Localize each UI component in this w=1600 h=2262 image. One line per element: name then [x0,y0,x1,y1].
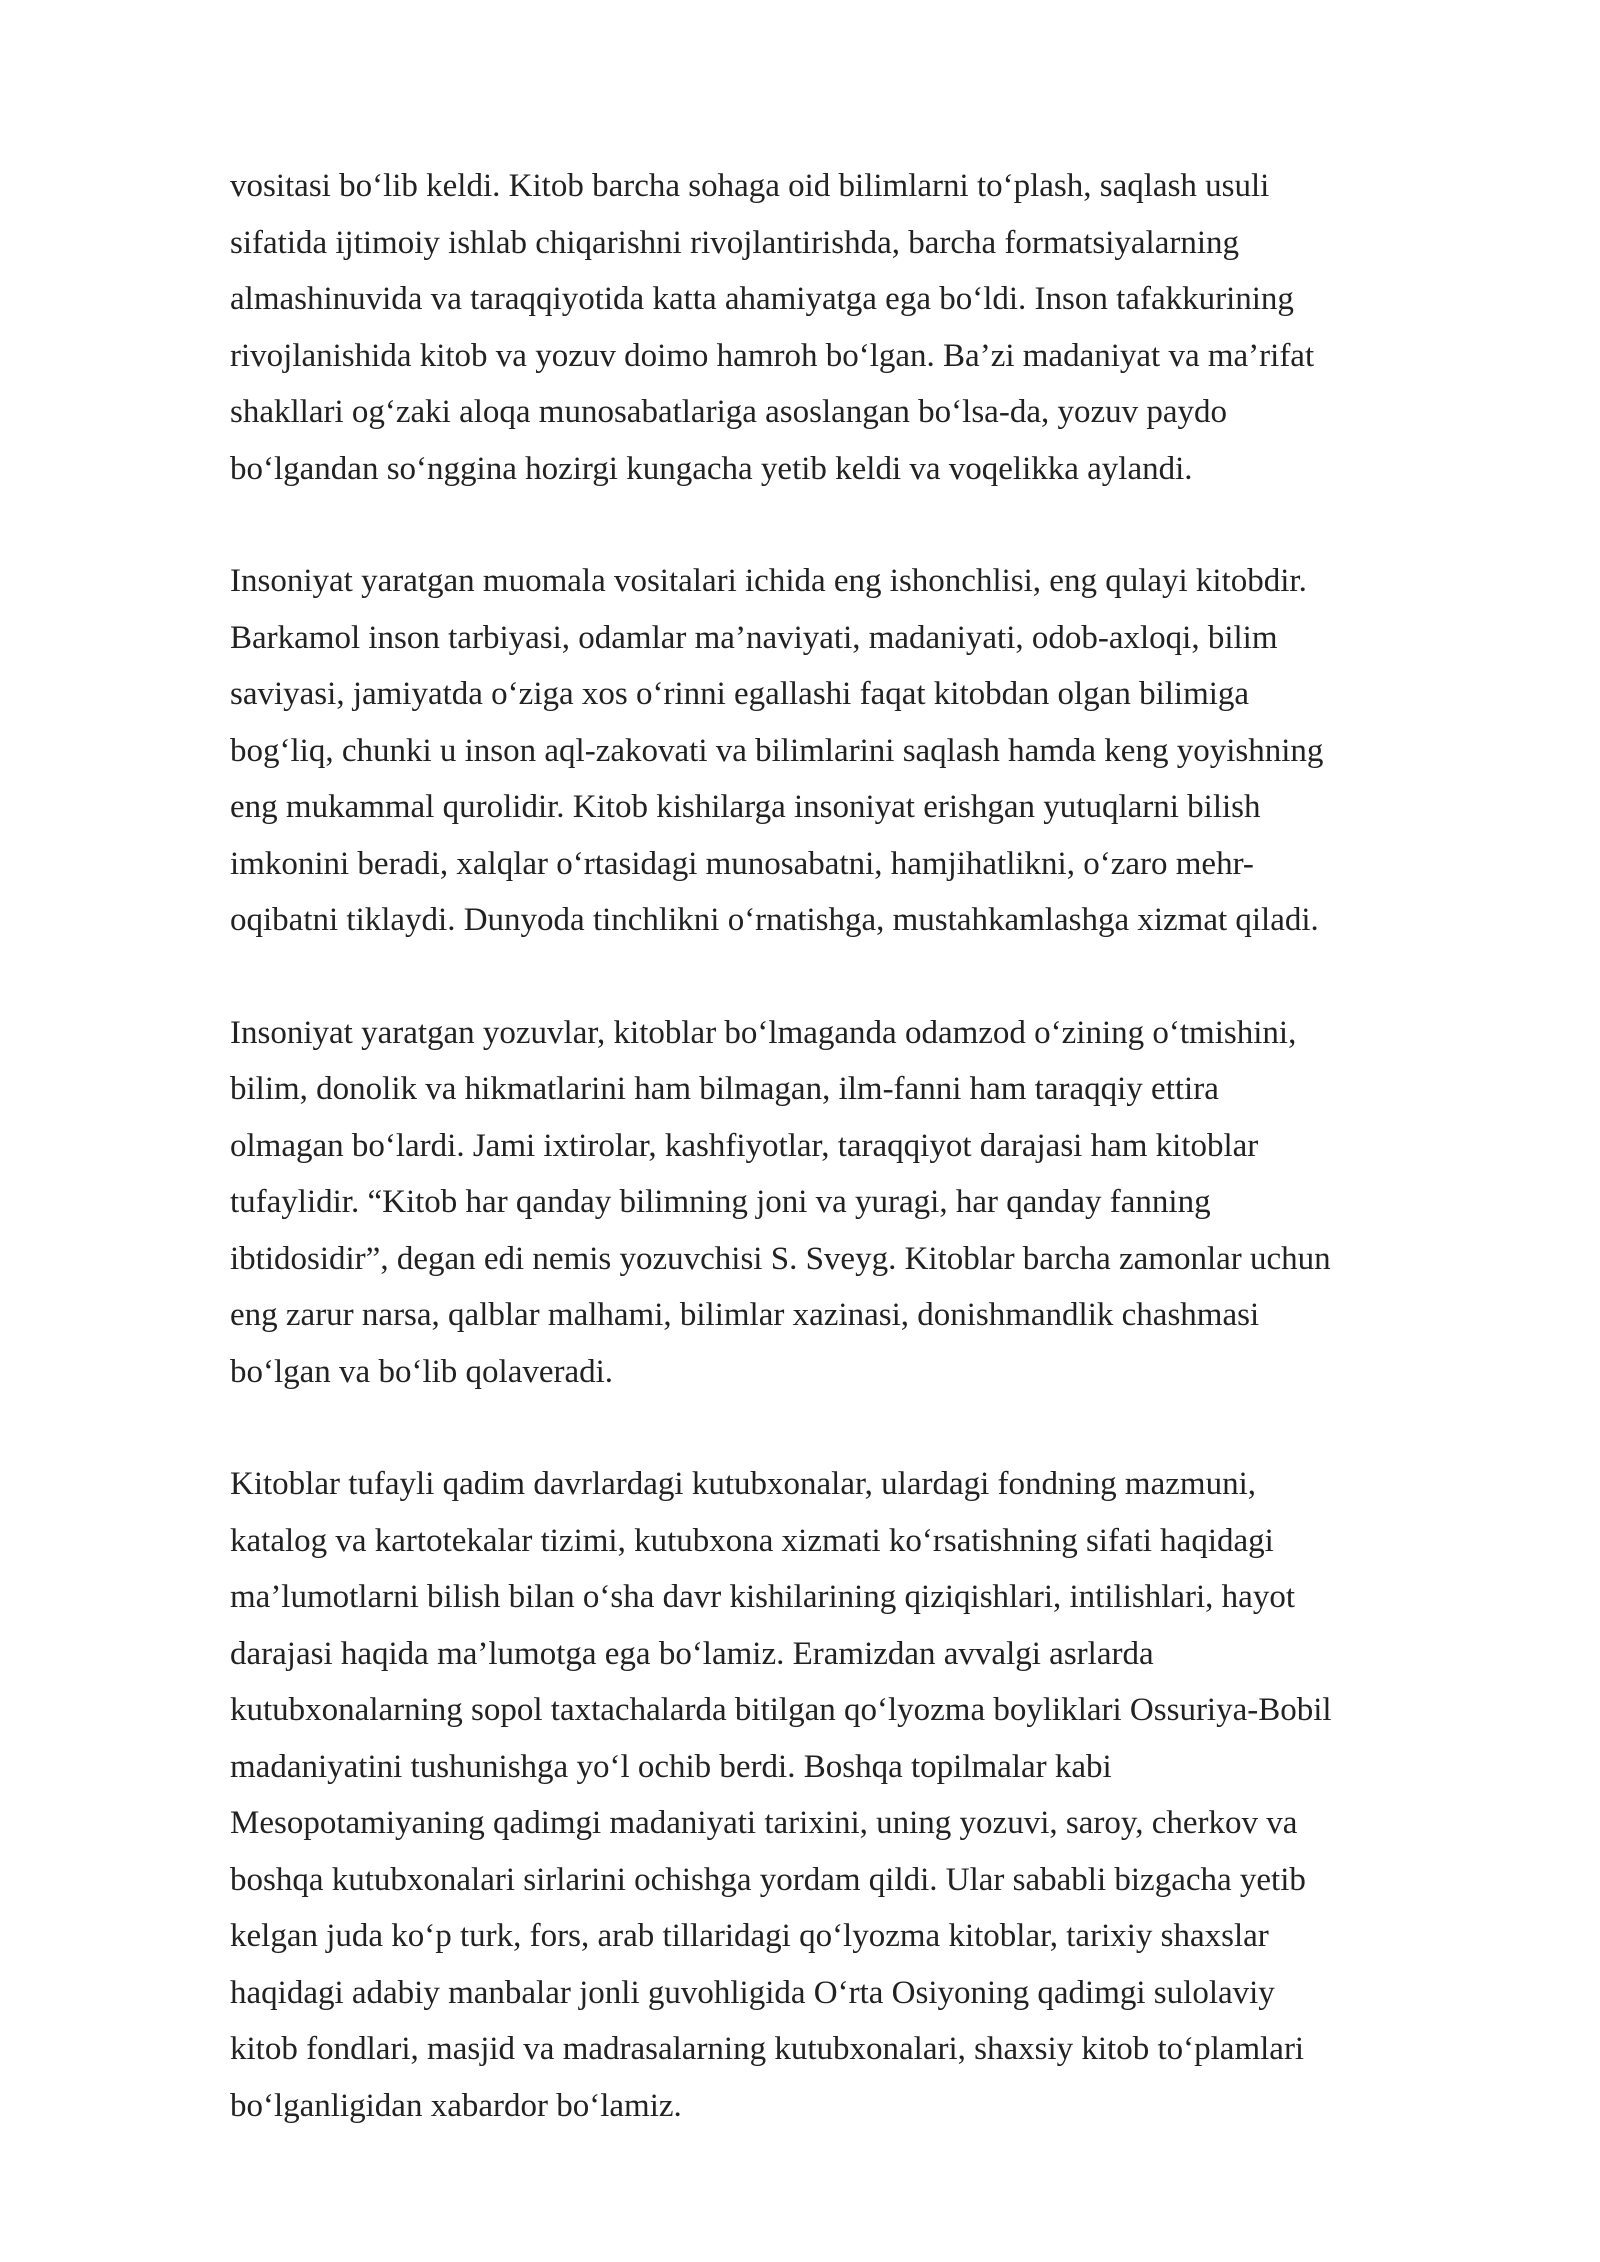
text-line: shakllari og‘zaki aloqa munosabatlariga asoslangan bo‘lsa-da, yozuv paydo [230,394,1228,430]
text-line: bog‘liq, chunki u inson aql-zakovati va bilimlarini saqlash hamda keng yoyishning [230,732,1324,769]
text-line: Insoniyat yaratgan muomala vositalari ichida eng ishonchlisi, eng qulayi kitobdir. [230,563,1307,599]
text-line: sifatida ijtimoiy ishlab chiqarishni rivojlantirishda, barcha formatsiyalarning [230,224,1239,261]
text-line: oqibatni tiklaydi. Dunyoda tinchlikni o‘rnatishga, mustahkamlashga xizmat qiladi. [230,902,1319,938]
text-line: madaniyatini tushunishga yo‘l ochib berdi. Boshqa topilmalar kabi [230,1748,1112,1785]
text-line: haqidagi adabiy manbalar jonli guvohligida O‘rta Osiyoning qadimgi sulolaviy [230,1974,1275,2011]
text-line: tufaylidir. “Kitob har qanday bilimning joni va yuragi, har qanday fanning [230,1184,1211,1220]
document-body [230,158,1520,2190]
text-line: eng zarur narsa, qalblar malhami, bilimlar xazinasi, donishmandlik chashmasi [230,1297,1260,1333]
paragraph-1 [230,158,1520,497]
text-line: kutubxonalarning sopol taxtachalarda bitilgan qo‘lyozma boyliklari Ossuriya-Bobil [230,1692,1332,1728]
text-line: boshqa kutubxonalari sirlarini ochishga yordam qildi. Ular sababli bizgacha yetib [230,1861,1306,1898]
text-line: bo‘lgan va bo‘lib qolaveradi. [230,1353,614,1390]
text-line: saviyasi, jamiyatda o‘ziga xos o‘rinni egallashi faqat kitobdan olgan bilimiga [230,676,1250,712]
text-line: ma’lumotlarni bilish bilan o‘sha davr kishilarining qiziqishlari, intilishlari, hayot [230,1579,1295,1615]
text-line: bilim, donolik va hikmatlarini ham bilmagan, ilm-fanni ham taraqqiy ettira [230,1071,1219,1107]
text-line: rivojlanishida kitob va yozuv doimo hamroh bo‘lgan. Ba’zi madaniyat va ma’rifat [230,337,1315,374]
text-line: ibtidosidir”, degan edi nemis yozuvchisi S. Sveyg. Kitoblar barcha zamonlar uchun [230,1240,1331,1277]
text-line: kelgan juda ko‘p turk, fors, arab tillaridagi qo‘lyozma kitoblar, tarixiy shaxslar [230,1918,1269,1954]
text-line: eng mukammal qurolidir. Kitob kishilarga insoniyat erishgan yutuqlarni bilish [230,789,1261,825]
text-line: kitob fondlari, masjid va madrasalarning kutubxonalari, shaxsiy kitob to‘plamlari [230,2031,1305,2067]
text-line: vositasi bo‘lib keldi. Kitob barcha sohaga oid bilimlarni to‘plash, saqlash usuli [230,168,1270,204]
text-line: Mesopotamiyaning qadimgi madaniyati tarixini, uning yozuvi, saroy, cherkov va [230,1805,1298,1841]
text-line: Kitoblar tufayli qadim davrlardagi kutubxonalar, ulardagi fondning mazmuni, [230,1466,1256,1502]
text-line: Insoniyat yaratgan yozuvlar, kitoblar bo‘lmaganda odamzod o‘zining o‘tmishini, [230,1014,1297,1051]
paragraph-4 [230,1456,1520,2134]
paragraph-3 [230,1005,1520,1401]
paragraph-2 [230,553,1520,949]
text-line: olmagan bo‘lardi. Jami ixtirolar, kashfiyotlar, taraqqiyot darajasi ham kitoblar [230,1127,1259,1164]
text-line: bo‘lgandan so‘nggina hozirgi kungacha yetib keldi va voqelikka aylandi. [230,450,1193,487]
text-line: almashinuvida va taraqqiyotida katta ahamiyatga ega bo‘ldi. Inson tafakkurining [230,281,1294,317]
text-line: bo‘lganligidan xabardor bo‘lamiz. [230,2087,682,2124]
text-line: katalog va kartotekalar tizimi, kutubxona xizmati ko‘rsatishning sifati haqidagi [230,1522,1274,1559]
text-line: Barkamol inson tarbiyasi, odamlar ma’naviyati, madaniyati, odob-axloqi, bilim [230,619,1278,656]
text-line: darajasi haqida ma’lumotga ega bo‘lamiz. Eramizdan avvalgi asrlarda [230,1635,1154,1672]
text-line: imkonini beradi, xalqlar o‘rtasidagi munosabatni, hamjihatlikni, o‘zaro mehr- [230,845,1254,882]
